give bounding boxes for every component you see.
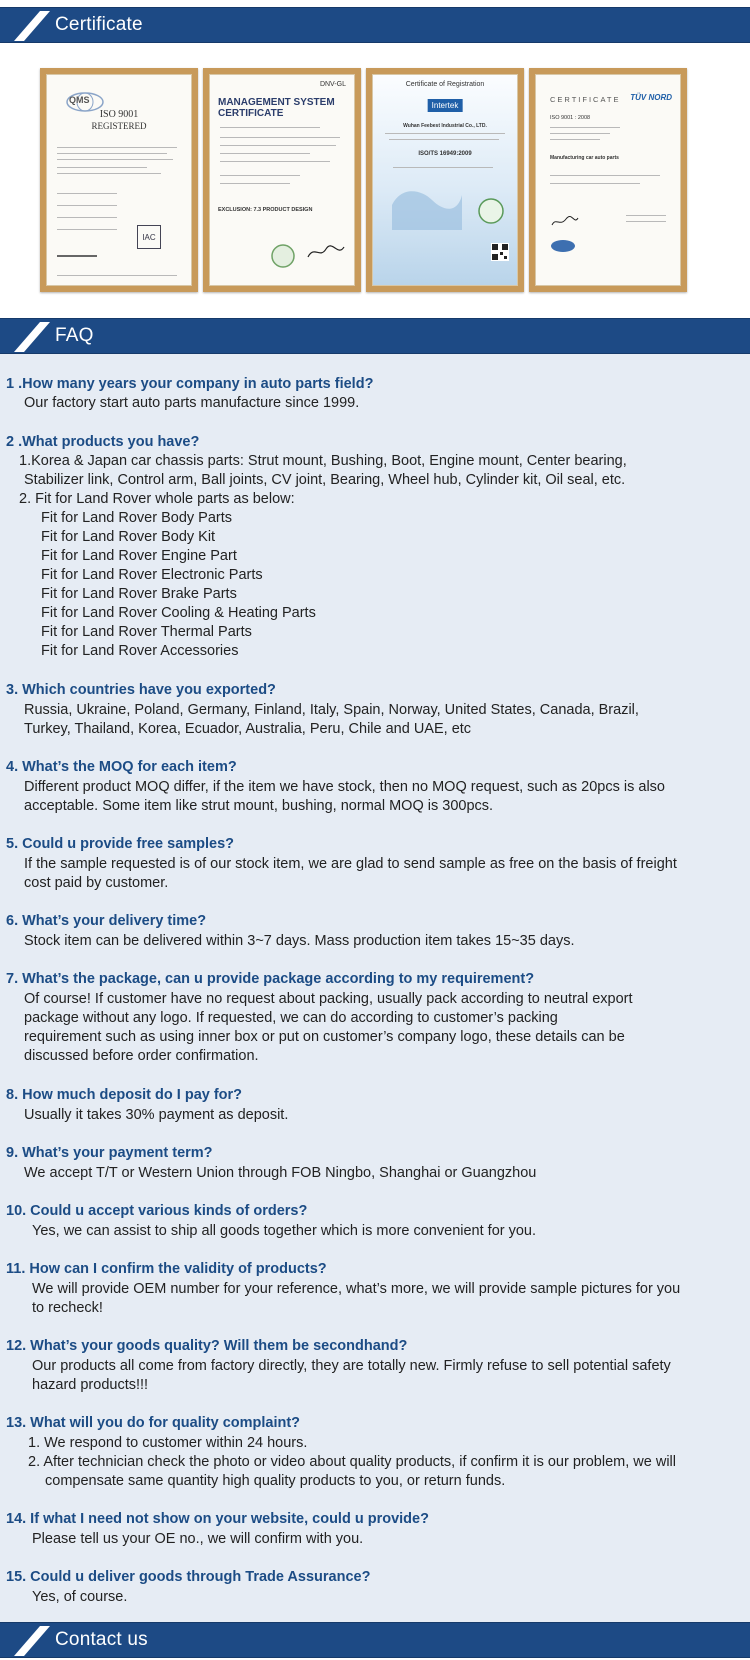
signature-icon (306, 243, 346, 261)
section-banner-contact (0, 1622, 750, 1658)
faq-question: 2 .What products you have? (6, 434, 200, 450)
faq-answer: Usually it takes 30% payment as deposit. (24, 1107, 289, 1123)
faq-answer: acceptable. Some item like strut mount, bushing, normal MOQ is 300pcs. (24, 798, 494, 814)
certificate-image-tuvnord (529, 68, 687, 292)
certificate-issuer: QMS (69, 95, 90, 105)
certificate-gallery (0, 44, 750, 316)
accreditation-logo-icon (550, 239, 576, 253)
faq-question: 12. What’s your goods quality? Will them be secondhand? (6, 1338, 408, 1354)
faq-answer: If the sample requested is of our stock item, we are glad to send sample as free on the basis of freight (24, 856, 677, 872)
faq-answer: hazard products!!! (32, 1377, 149, 1393)
faq-question: 7. What’s the package, can u provide package according to my requirement? (6, 971, 535, 987)
faq-question: 1 .How many years your company in auto parts field? (6, 376, 374, 392)
world-map-icon (387, 175, 467, 235)
faq-answer: Our products all come from factory directly, they are totally new. Firmly refuse to sell potential safety (32, 1358, 671, 1374)
faq-question: 11. How can I confirm the validity of products? (6, 1261, 327, 1277)
faq-answer: cost paid by customer. (24, 875, 169, 891)
section-title-contact: Contact us (55, 1629, 148, 1650)
faq-answer: 2. After technician check the photo or video about quality products, if confirm it is our problem, we will (28, 1454, 676, 1470)
faq-question: 6. What’s your delivery time? (6, 913, 207, 929)
certificate-title: MANAGEMENT SYSTEM (218, 97, 335, 108)
faq-answer: Please tell us your OE no., we will confirm with you. (32, 1531, 364, 1547)
certificate-image-qms (40, 68, 198, 292)
qr-code-icon (491, 243, 509, 261)
faq-answer: Stock item can be delivered within 3~7 days. Mass production item takes 15~35 days. (24, 933, 575, 949)
faq-answer: Russia, Ukraine, Poland, Germany, Finland, Italy, Spain, Norway, United States, Canada, Brazil, (24, 702, 639, 718)
certificate-title-2: CERTIFICATE (218, 108, 284, 119)
faq-answer: Fit for Land Rover Thermal Parts (41, 624, 252, 640)
faq-answer: Stabilizer link, Control arm, Ball joints, CV joint, Bearing, Wheel hub, Cylinder kit, Oil seal, etc. (24, 472, 626, 488)
faq-answer: requirement such as using inner box or put on customer’s company logo, these details can be (24, 1029, 625, 1045)
certificate-holder: Wuhan Feebest Industrial Co., LTD. (403, 123, 487, 129)
faq-answer: 2. Fit for Land Rover whole parts as below: (19, 491, 295, 507)
faq-answer: compensate same quantity high quality products to you, or return funds. (45, 1473, 506, 1489)
faq-question: 9. What’s your payment term? (6, 1145, 213, 1161)
section-title-faq: FAQ (55, 325, 94, 346)
faq-question: 10. Could u accept various kinds of orders? (6, 1203, 308, 1219)
faq-answer: We will provide OEM number for your reference, what’s more, we will provide sample pictures for you (32, 1281, 681, 1297)
globe-seal-icon (477, 197, 505, 225)
faq-answer: Fit for Land Rover Engine Part (41, 548, 237, 564)
certificate-title: CERTIFICATE (550, 95, 621, 104)
faq-list (0, 354, 750, 1622)
faq-answer: 1.Korea & Japan car chassis parts: Strut mount, Bushing, Boot, Engine mount, Center bearing, (19, 453, 627, 469)
signature-icon (550, 215, 580, 229)
faq-question: 15. Could u deliver goods through Trade Assurance? (6, 1569, 371, 1585)
faq-question: 14. If what I need not show on your website, could u provide? (6, 1511, 429, 1527)
certificate-standard: ISO 9001 (99, 109, 139, 120)
faq-answer: Fit for Land Rover Body Parts (41, 510, 232, 526)
certificate-issuer: TÜV NORD (630, 93, 672, 102)
faq-answer: Yes, we can assist to ship all goods together which is more convenient for you. (32, 1223, 537, 1239)
faq-answer: Fit for Land Rover Cooling & Heating Parts (41, 605, 316, 621)
certificate-issuer: DNV-GL (319, 81, 346, 88)
slash-decoration-icon (14, 322, 50, 352)
faq-answer: Fit for Land Rover Body Kit (41, 529, 216, 545)
globe-seal-icon (270, 243, 296, 269)
faq-question: 5. Could u provide free samples? (6, 836, 235, 852)
faq-answer: package without any logo. If requested, we can do according to customer’s packing (24, 1010, 558, 1026)
faq-answer: discussed before order confirmation. (24, 1048, 259, 1064)
certificate-scope: Manufacturing car auto parts (550, 155, 619, 161)
certificate-status: REGISTERED (91, 121, 147, 131)
certificate-title: Certificate of Registration (405, 81, 485, 88)
faq-answer: We accept T/T or Western Union through FOB Ningbo, Shanghai or Guangzhou (24, 1165, 537, 1181)
slash-decoration-icon (14, 11, 50, 41)
faq-answer: Fit for Land Rover Accessories (41, 643, 239, 659)
certificate-image-dnvgl (203, 68, 361, 292)
faq-answer: Turkey, Thailand, Korea, Ecuador, Australia, Peru, Chile and UAE, etc (24, 721, 472, 737)
certificate-standard: ISO 9001 : 2008 (550, 115, 591, 121)
slash-decoration-icon (14, 1626, 50, 1656)
faq-answer: to recheck! (32, 1300, 103, 1316)
certificate-image-intertek (366, 68, 524, 292)
section-banner-certificate (0, 7, 750, 43)
faq-answer: Of course! If customer have no request about packing, usually pack according to neutral export (24, 991, 633, 1007)
section-title-certificate: Certificate (55, 14, 143, 35)
certificate-exclusion: EXCLUSION: 7.3 PRODUCT DESIGN (218, 207, 313, 213)
accreditation-badge: IAC (137, 225, 161, 249)
faq-question: 13. What will you do for quality complaint? (6, 1415, 301, 1431)
section-banner-faq (0, 318, 750, 354)
faq-question: 3. Which countries have you exported? (6, 682, 276, 698)
faq-question: 4. What’s the MOQ for each item? (6, 759, 237, 775)
faq-answer: Fit for Land Rover Brake Parts (41, 586, 237, 602)
faq-answer: Yes, of course. (32, 1589, 128, 1605)
faq-answer: 1. We respond to customer within 24 hours. (28, 1435, 308, 1451)
faq-answer: Different product MOQ differ, if the item we have stock, then no MOQ request, such as 20pcs is also (24, 779, 665, 795)
certificate-standard: ISO/TS 16949:2009 (418, 151, 472, 157)
faq-answer: Fit for Land Rover Electronic Parts (41, 567, 263, 583)
faq-answer: Our factory start auto parts manufacture since 1999. (24, 395, 360, 411)
faq-question: 8. How much deposit do I pay for? (6, 1087, 243, 1103)
certificate-issuer: Intertek (428, 99, 463, 112)
